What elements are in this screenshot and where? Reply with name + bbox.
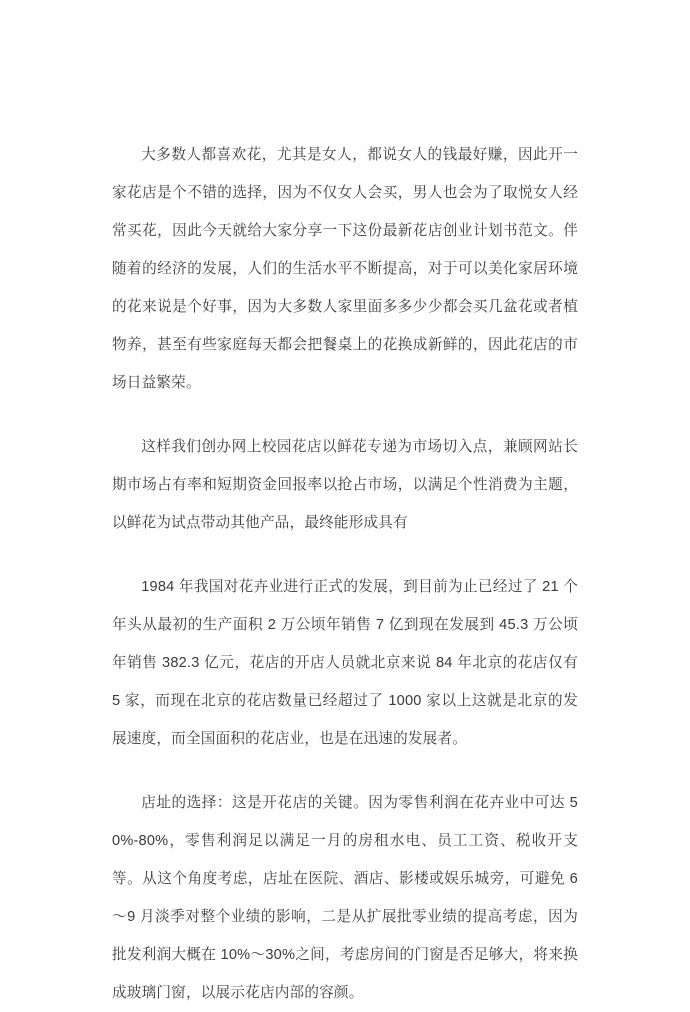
document-body xyxy=(112,136,578,1012)
paragraph-industry-history-data: 1984 年我国对花卉业进行正式的发展，到目前为止已经过了 21 个年头从最初的生产面积 2 万公顷年销售 7 亿到现在发展到 45.3 万公顷年销售 382.3 亿元，花店的开店人员就北京来说 84 年北京的花店仅有 5 家，而现在北京的花店数量已经超过了 1000 家以上这就是北京的发展速度，而全国面积的花店业，也是在迅速的发展者。 xyxy=(112,579,578,747)
paragraph-intro-market-overview: 大多数人都喜欢花，尤其是女人，都说女人的钱最好赚，因此开一家花店是个不错的选择，因为不仅女人会买，男人也会为了取悦女人经常买花，因此今天就给大家分享一下这份最新花店创业计划书范文。伴随着的经济的发展，人们的生活水平不断提高，对于可以美化家居环境的花来说是个好事，因为大多数人家里面多多少少都会买几盆花或者植物养，甚至有些家庭每天都会把餐桌上的花换成新鲜的，因此花店的市场日益繁荣。 xyxy=(112,147,578,391)
paragraph-location-selection: 店址的选择：这是开花店的关键。因为零售利润在花卉业中可达 50%-80%，零售利润足以满足一月的房租水电、员工工资、税收开支等。从这个角度考虑，店址在医院、酒店、影楼或娱乐城旁，可避免 6～9 月淡季对整个业绩的影响，二是从扩展批零业绩的提高考虑，因为批发利润大概在 10%～30%之间，考虑房间的门窗是否足够大，将来换成玻璃门窗，以展示花店内部的容颜。 xyxy=(112,795,578,1001)
paragraph-business-positioning: 这样我们创办网上校园花店以鲜花专递为市场切入点，兼顾网站长期市场占有率和短期资金回报率以抢占市场，以满足个性消费为主题，以鲜花为试点带动其他产品，最终能形成具有 xyxy=(112,439,578,531)
